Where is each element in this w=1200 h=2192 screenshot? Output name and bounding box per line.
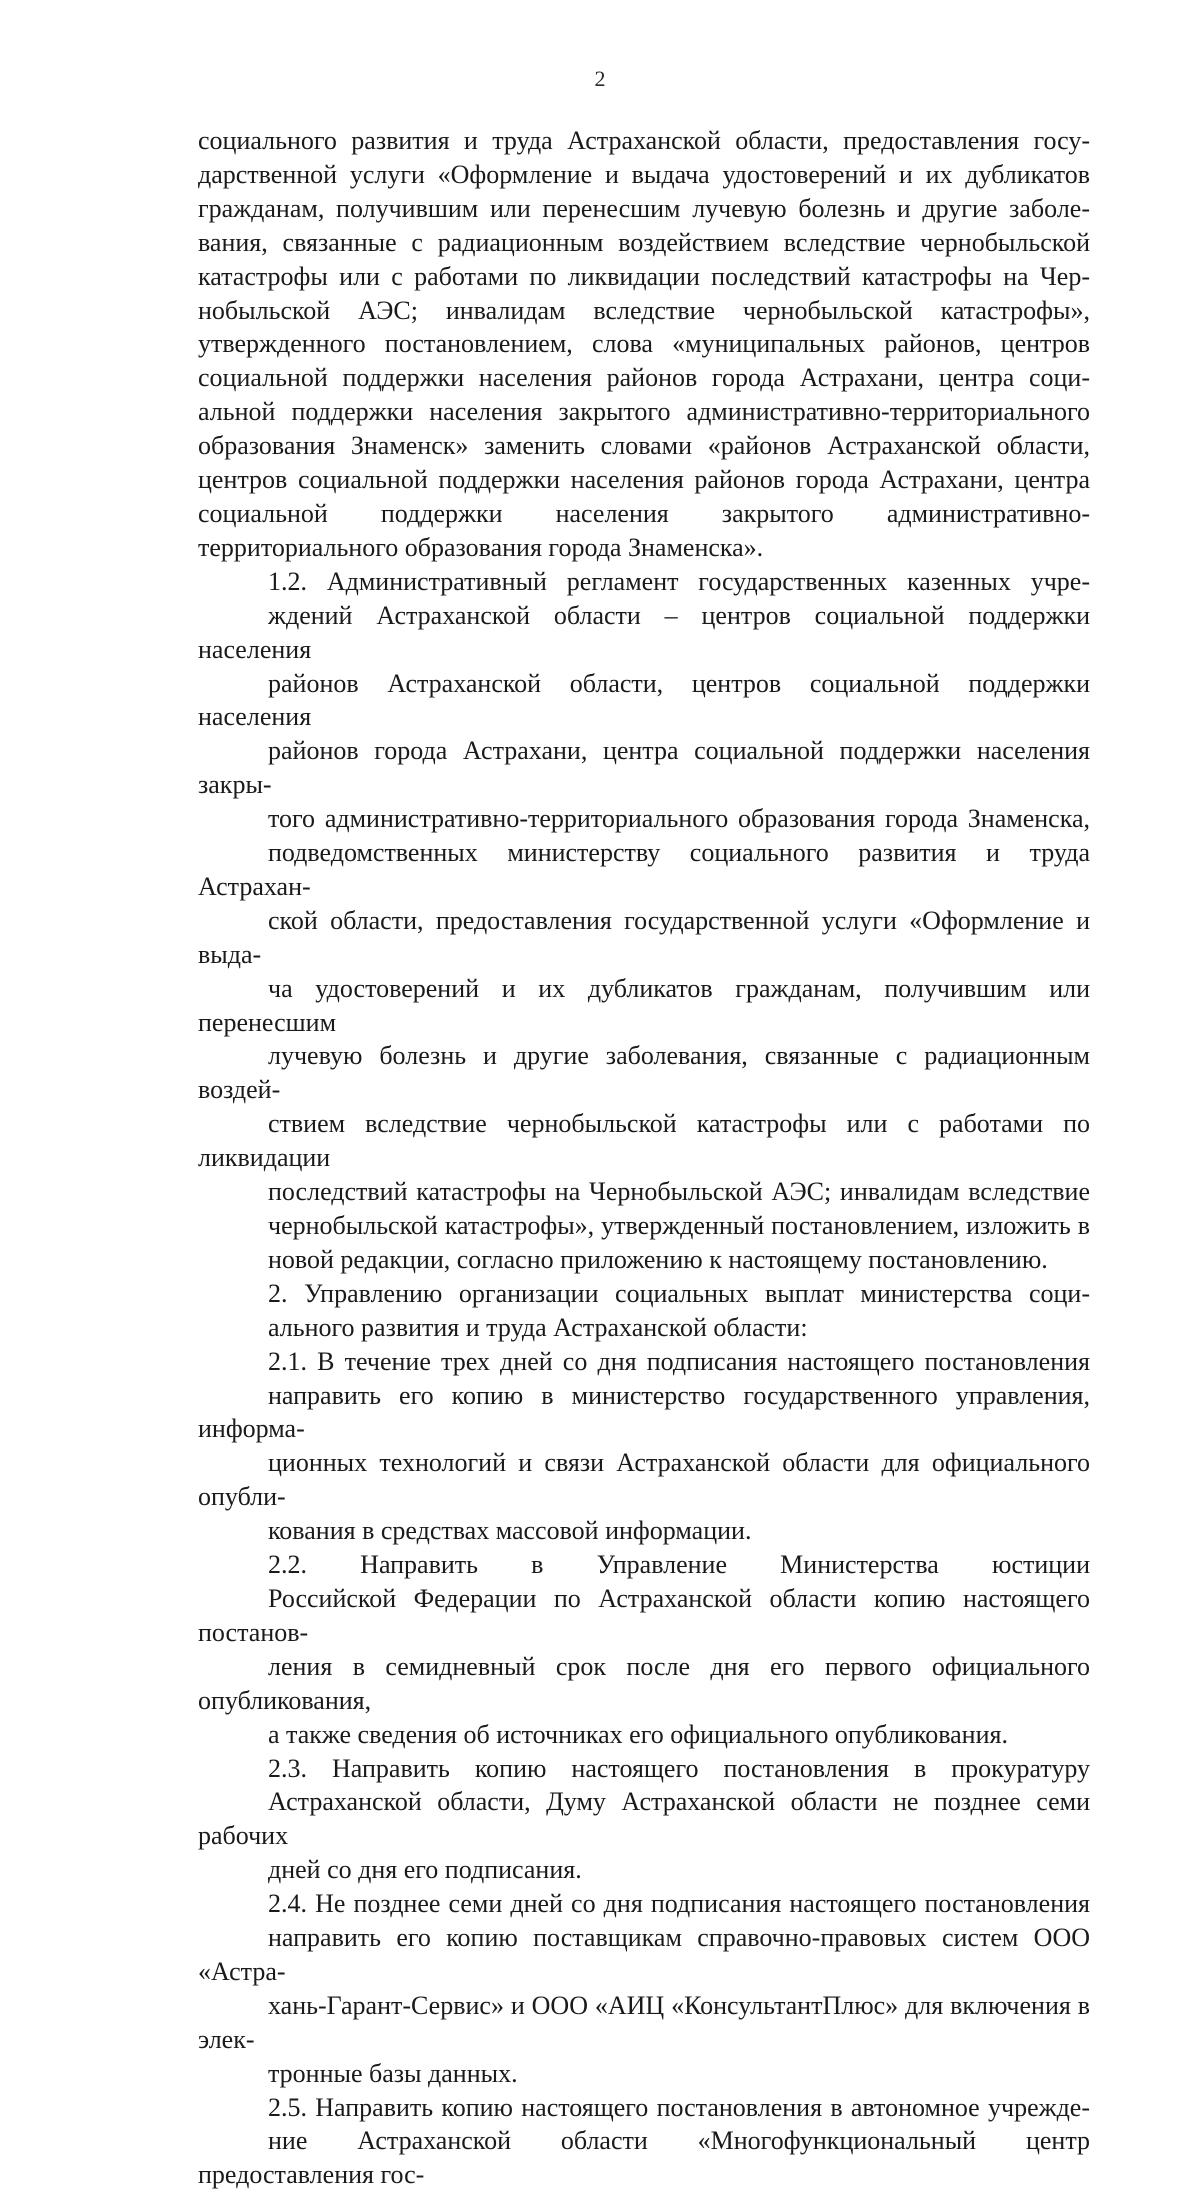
text-line: 2.3. Направить копию настоящего постановления в прокуратуру: [268, 1753, 1090, 1783]
text-line: подведомственных министерству социального развития и труда Астрахан-: [198, 838, 1090, 901]
text-line: социальной поддержки населения закрытого административно-: [198, 498, 1090, 528]
text-line: ской области, предоставления государственной услуги «Оформление и выда-: [198, 905, 1090, 969]
text-line: чернобыльской катастрофы», утвержденный постановлением, изложить в: [268, 1211, 1090, 1240]
text-line: районов города Астрахани, центра социальной поддержки населения закры-: [198, 736, 1090, 800]
paragraph-p5: [198, 1752, 1090, 1888]
paragraph-p7: [198, 2091, 1090, 2192]
text-line: ствием вследствие чернобыльской катастрофы или с работами по ликвидации: [198, 1109, 1090, 1173]
text-line: Астраханской области, Думу Астраханской области не позднее семи рабочих: [198, 1787, 1090, 1851]
text-line: того административно-территориального образования города Знаменска,: [268, 804, 1090, 834]
text-line: гражданам, получившим или перенесшим лучевую болезнь и другие заболе-: [198, 193, 1090, 223]
text-line: последствий катастрофы на Чернобыльской АЭС; инвалидам вследствие: [268, 1177, 1090, 1207]
text-line: ждений Астраханской области – центров социальной поддержки населения: [198, 600, 1090, 664]
text-line: нобыльской АЭС; инвалидам вследствие чернобыльской катастрофы»,: [198, 295, 1090, 325]
paragraph-p3: [198, 1345, 1090, 1548]
text-line: катастрофы или с работами по ликвидации последствий катастрофы на Чер-: [198, 261, 1090, 291]
text-line: тронные базы данных.: [268, 2058, 518, 2088]
paragraph-p4: [198, 1548, 1090, 1751]
paragraph-p0: [198, 124, 1090, 565]
text-line: альной поддержки населения закрытого административно-территориального: [198, 397, 1090, 427]
text-line: кования в средствах массовой информации.: [268, 1516, 752, 1546]
paragraph-p1: [198, 565, 1090, 1277]
text-line: социального развития и труда Астраханской области, предоставления госу-: [198, 126, 1090, 155]
text-line: направить его копию поставщикам справочно-правовых систем ООО «Астра-: [198, 1923, 1090, 1986]
text-line: хань-Гарант-Сервис» и ООО «АИЦ «КонсультантПлюс» для включения в элек-: [198, 1990, 1090, 2054]
text-line: 2.1. В течение трех дней со дня подписания настоящего постановления: [268, 1346, 1090, 1376]
page-number: 2: [594, 66, 606, 91]
document-body: [198, 124, 1090, 2192]
text-line: ционных технологий и связи Астраханской области для официального опубли-: [198, 1448, 1090, 1512]
text-line: Российской Федерации по Астраханской области копию настоящего постанов-: [198, 1583, 1090, 1647]
text-line: новой редакции, согласно приложению к настоящему постановлению.: [268, 1244, 1048, 1274]
text-line: а также сведения об источниках его официального опубликования.: [268, 1719, 1008, 1749]
text-line: образования Знаменск» заменить словами «районов Астраханской области,: [198, 431, 1090, 461]
paragraph-p6: [198, 1887, 1090, 2090]
text-line: районов Астраханской области, центров социальной поддержки населения: [198, 668, 1090, 732]
text-line: 2.5. Направить копию настоящего постановления в автономное учрежде-: [268, 2092, 1090, 2122]
text-line: 2.4. Не позднее семи дней со дня подписания настоящего постановления: [268, 1889, 1090, 1919]
text-line: дней со дня его подписания.: [268, 1855, 582, 1885]
text-line: ча удостоверений и их дубликатов гражданам, получившим или перенесшим: [198, 973, 1090, 1037]
text-line: направить его копию в министерство государственного управления, информа-: [198, 1380, 1090, 1444]
paragraph-p2: [198, 1277, 1090, 1345]
text-line: лучевую болезнь и другие заболевания, связанные с радиационным воздей-: [198, 1041, 1090, 1105]
text-line: 2.2. Направить в Управление Министерства юстиции: [268, 1550, 1090, 1580]
text-line: территориального образования города Знаменска».: [198, 532, 764, 562]
text-line: 1.2. Административный регламент государственных казенных учре-: [268, 566, 1090, 596]
text-line: социальной поддержки населения районов города Астрахани, центра соци-: [198, 363, 1090, 393]
text-line: ления в семидневный срок после дня его первого официального опубликования,: [198, 1651, 1090, 1715]
text-line: центров социальной поддержки населения районов города Астрахани, центра: [198, 465, 1090, 495]
text-line: 2. Управлению организации социальных выплат министерства соци-: [268, 1278, 1090, 1308]
text-line: ние Астраханской области «Многофункциональный центр предоставления гос-: [198, 2126, 1090, 2190]
text-line: дарственной услуги «Оформление и выдача удостоверений и их дубликатов: [198, 159, 1090, 189]
text-line: вания, связанные с радиационным воздействием вследствие чернобыльской: [198, 227, 1090, 257]
text-line: ального развития и труда Астраханской области:: [268, 1312, 808, 1342]
text-line: утвержденного постановлением, слова «муниципальных районов, центров: [198, 329, 1090, 359]
